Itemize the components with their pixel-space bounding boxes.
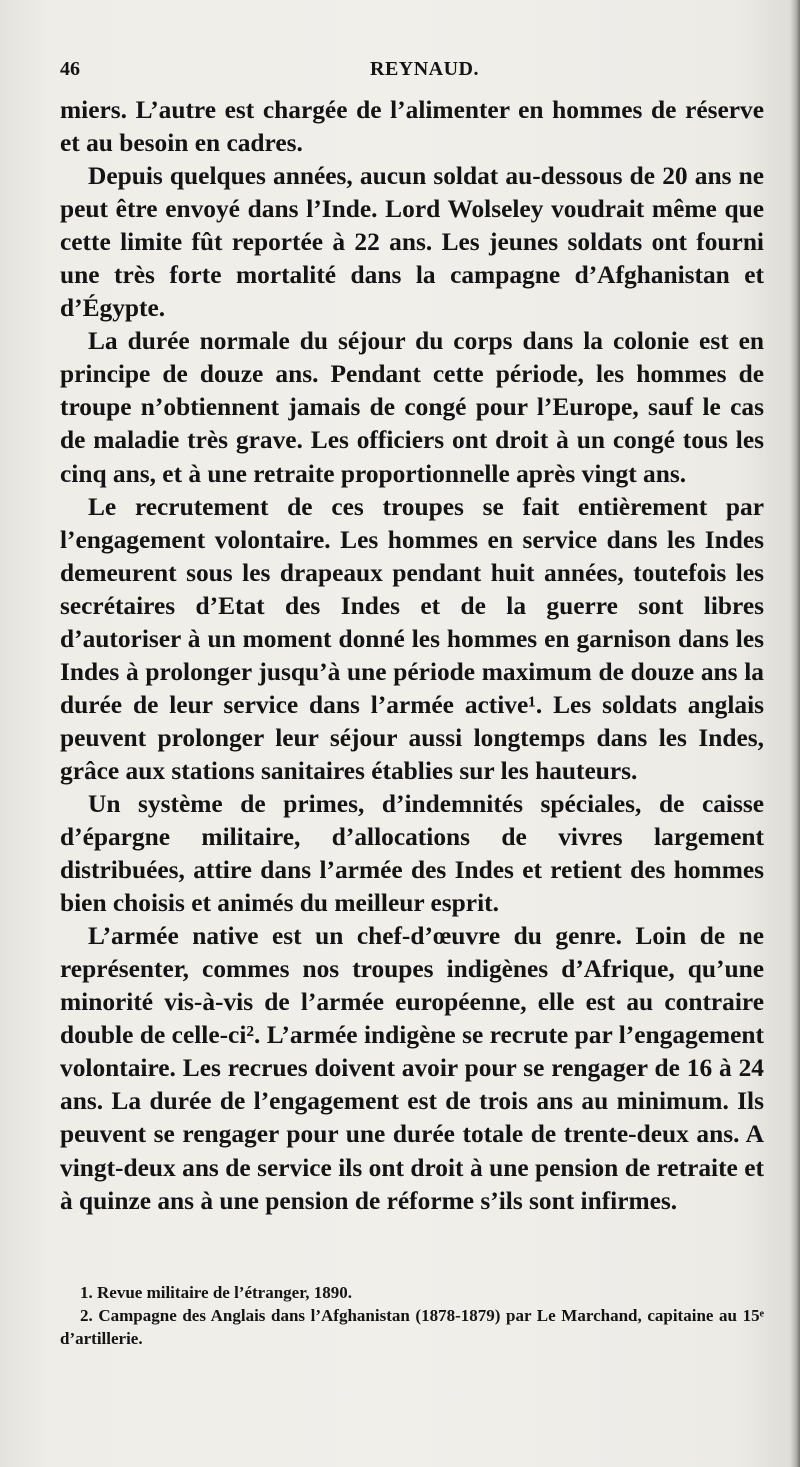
paragraph-6: L’armée native est un chef-d’œuvre du genre. Loin de ne représenter, commes nos troupes indigènes d’Afrique, qu’une minorité vis-à-vis de l’armée européenne, elle est au contraire double de celle-ci². L’armée indigène se recrute par l’engagement volontaire. Les recrues doivent avoir pour se rengager de 16 à 24 ans. La durée de l’engagement est de trois ans au minimum. Ils peuvent se rengager pour une durée totale de trente-deux ans. A vingt-deux ans de service ils ont droit à une pension de retraite et à quinze ans à une pension de réforme s’ils sont infirmes. [60,922,764,1215]
footnote-2: 2. Campagne des Anglais dans l’Afghanistan (1878-1879) par Le Marchand, capitaine au 15ᵉ d’artillerie. [60,1306,764,1348]
paragraph-1: miers. L’autre est chargée de l’alimenter en hommes de réserve et au besoin en cadres. [60,96,764,158]
paragraph-2: Depuis quelques années, aucun soldat au-dessous de 20 ans ne peut être envoyé dans l’Inde. Lord Wolseley voudrait même que cette limite fût reportée à 22 ans. Les jeunes soldats ont fourni une très forte mortalité dans la campagne d’Afghanistan et d’Égypte. [60,162,764,323]
footnotes [60,1281,764,1350]
page-number: 46 [60,58,80,80]
page-edge-shadow [790,0,800,1467]
paragraph-4: Le recrutement de ces troupes se fait entièrement par l’engagement volontaire. Les hommes en service dans les Indes demeurent sous les drapeaux pendant huit années, toutefois les secrétaires d’Etat des Indes et de la guerre sont libres d’autoriser à un moment donné les hommes en garnison dans les Indes à prolonger jusqu’à une période maximum de douze ans la durée de leur service dans l’armée active¹. Les soldats anglais peuvent prolonger leur séjour aussi longtemps dans les Indes, grâce aux stations sanitaires établies sur les hauteurs. [60,492,764,785]
paragraph-5: Un système de primes, d’indemnités spéciales, de caisse d’épargne militaire, d’allocations de vivres largement distribuées, attire dans l’armée des Indes et retient des hommes bien choisis et animés du meilleur esprit. [60,789,764,918]
body-text [60,94,764,1218]
page-header [60,58,760,86]
paragraph-3: La durée normale du séjour du corps dans la colonie est en principe de douze ans. Pendant cette période, les hommes de troupe n’obtiennent jamais de congé pour l’Europe, sauf le cas de maladie très grave. Les officiers ont droit à un congé tous les cinq ans, et à une retraite proportionnelle après vingt ans. [60,327,764,488]
footnote-1: 1. Revue militaire de l’étranger, 1890. [80,1283,352,1302]
running-head: REYNAUD. [370,58,479,80]
